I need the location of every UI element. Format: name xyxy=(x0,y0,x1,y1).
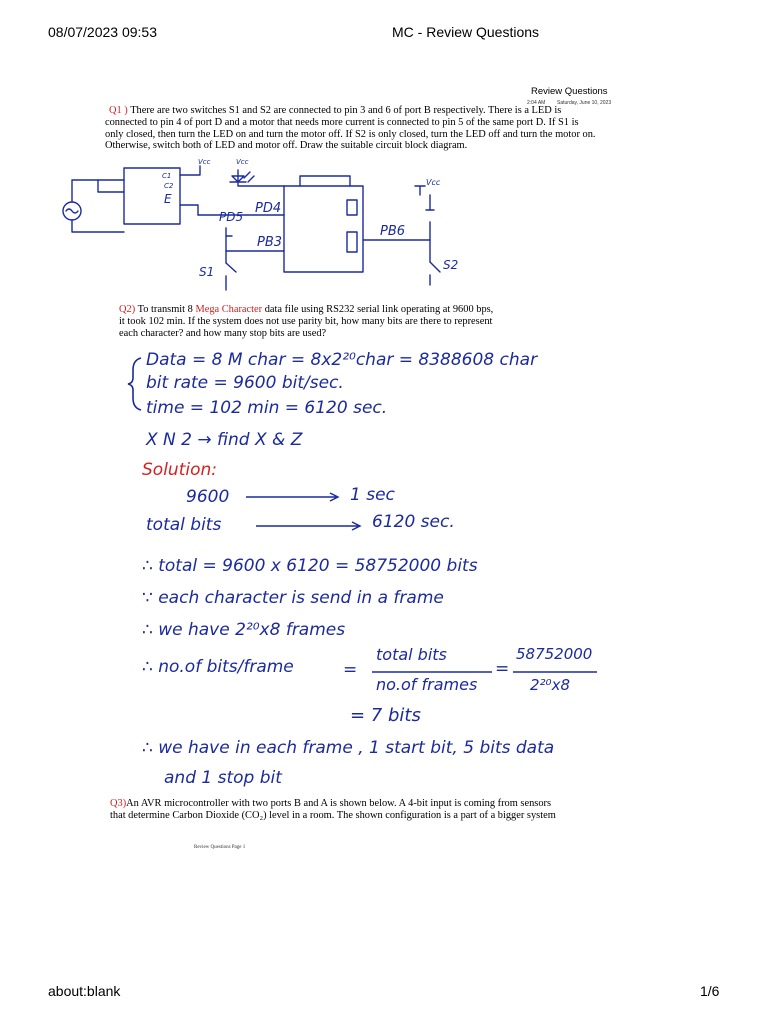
work-line-6a: total bits xyxy=(146,515,222,535)
pd5-label: PD5 xyxy=(219,210,244,224)
vcc-label-1: Vcc xyxy=(198,158,211,166)
vcc-label-3: Vcc xyxy=(426,178,441,187)
pd4-label: PD4 xyxy=(255,201,282,216)
work-line-11: = 7 bits xyxy=(350,705,421,726)
question-1-text: There are two switches S1 and S2 are connected to pin 3 and 6 of port B respectively. There is a LED is connected to pin 4 of port D and a motor that needs more current is connected to pin 5 of the same port D. If S1 is only closed, then turn the LED on and turn the motor off. If S2 is only closed, turn the LED off and turn the motor on. Otherwise, switch both of LED and motor off. Draw the suitable circuit block diagram. xyxy=(105,105,596,152)
fraction-2-numerator: 58752000 xyxy=(516,645,593,663)
work-line-12: ∴ we have in each frame , 1 start bit, 5 bits data xyxy=(142,738,555,758)
fraction-1-denominator: no.of frames xyxy=(376,675,478,694)
question-3 xyxy=(110,798,610,822)
work-line-5a: 9600 xyxy=(186,487,230,507)
e-label: E xyxy=(164,192,172,206)
work-line-10a: ∴ no.of bits/frame xyxy=(142,657,294,677)
work-line-13: and 1 stop bit xyxy=(164,768,282,788)
question-1-label: Q1 ) xyxy=(109,105,128,116)
question-3-text-line-1: An AVR microcontroller with two ports B and A is shown below. A 4-bit input is coming from sensors xyxy=(126,798,552,809)
pb6-label: PB6 xyxy=(380,224,406,239)
work-line-5b: 1 sec xyxy=(350,485,395,505)
pb3-label: PB3 xyxy=(257,235,283,250)
fraction-1-numerator: total bits xyxy=(376,645,447,664)
work-line-9: ∴ we have 2²⁰x8 frames xyxy=(142,620,346,640)
work-line-10b: = xyxy=(343,660,358,680)
page-time: 2:04 AM xyxy=(527,100,546,106)
page-footer-note: Review Questions Page 1 xyxy=(194,845,246,850)
page-date: Saturday, June 10, 2023 xyxy=(557,100,612,106)
fraction-2-denominator: 2²⁰x8 xyxy=(530,676,570,694)
work-line-2: bit rate = 9600 bit/sec. xyxy=(146,373,344,393)
work-line-6b: 6120 sec. xyxy=(372,512,455,532)
vcc-label-2: Vcc xyxy=(236,158,249,166)
c2-label: C2 xyxy=(164,182,174,190)
question-2-label: Q2) xyxy=(119,304,136,315)
print-title: MC - Review Questions xyxy=(392,24,540,40)
s2-label: S2 xyxy=(443,258,459,272)
print-url: about:blank xyxy=(48,983,121,999)
question-3-label: Q3) xyxy=(110,798,127,809)
question-2-highlight: Mega Character xyxy=(195,304,263,315)
c1-label: C1 xyxy=(162,172,172,180)
question-2-text-before: To transmit 8 xyxy=(137,304,193,315)
work-line-1: Data = 8 M char = 8x2²⁰char = 8388608 char xyxy=(146,350,538,370)
print-page-count: 1/6 xyxy=(700,983,720,999)
s1-label: S1 xyxy=(199,265,215,279)
print-datetime: 08/07/2023 09:53 xyxy=(48,24,157,40)
work-line-4: X N 2 → find X & Z xyxy=(146,430,303,450)
solution-heading: Solution: xyxy=(142,460,217,480)
section-title: Review Questions xyxy=(531,86,608,97)
work-line-3: time = 102 min = 6120 sec. xyxy=(146,398,388,418)
work-line-8: ∵ each character is send in a frame xyxy=(142,588,444,608)
fraction-2-equals: = xyxy=(495,659,510,679)
work-line-7: ∴ total = 9600 x 6120 = 58752000 bits xyxy=(142,556,478,576)
question-3-text-line-2: that determine Carbon Dioxide (CO₂) level in a room. The shown configuration is a part of a bigger system xyxy=(110,809,556,821)
question-2-text-after: data file using RS232 serial link operating at 9600 bps, it took 102 min. If the system does not use parity bit, how many bits are there to represent each character? and how many stop bits are used? xyxy=(119,304,494,339)
